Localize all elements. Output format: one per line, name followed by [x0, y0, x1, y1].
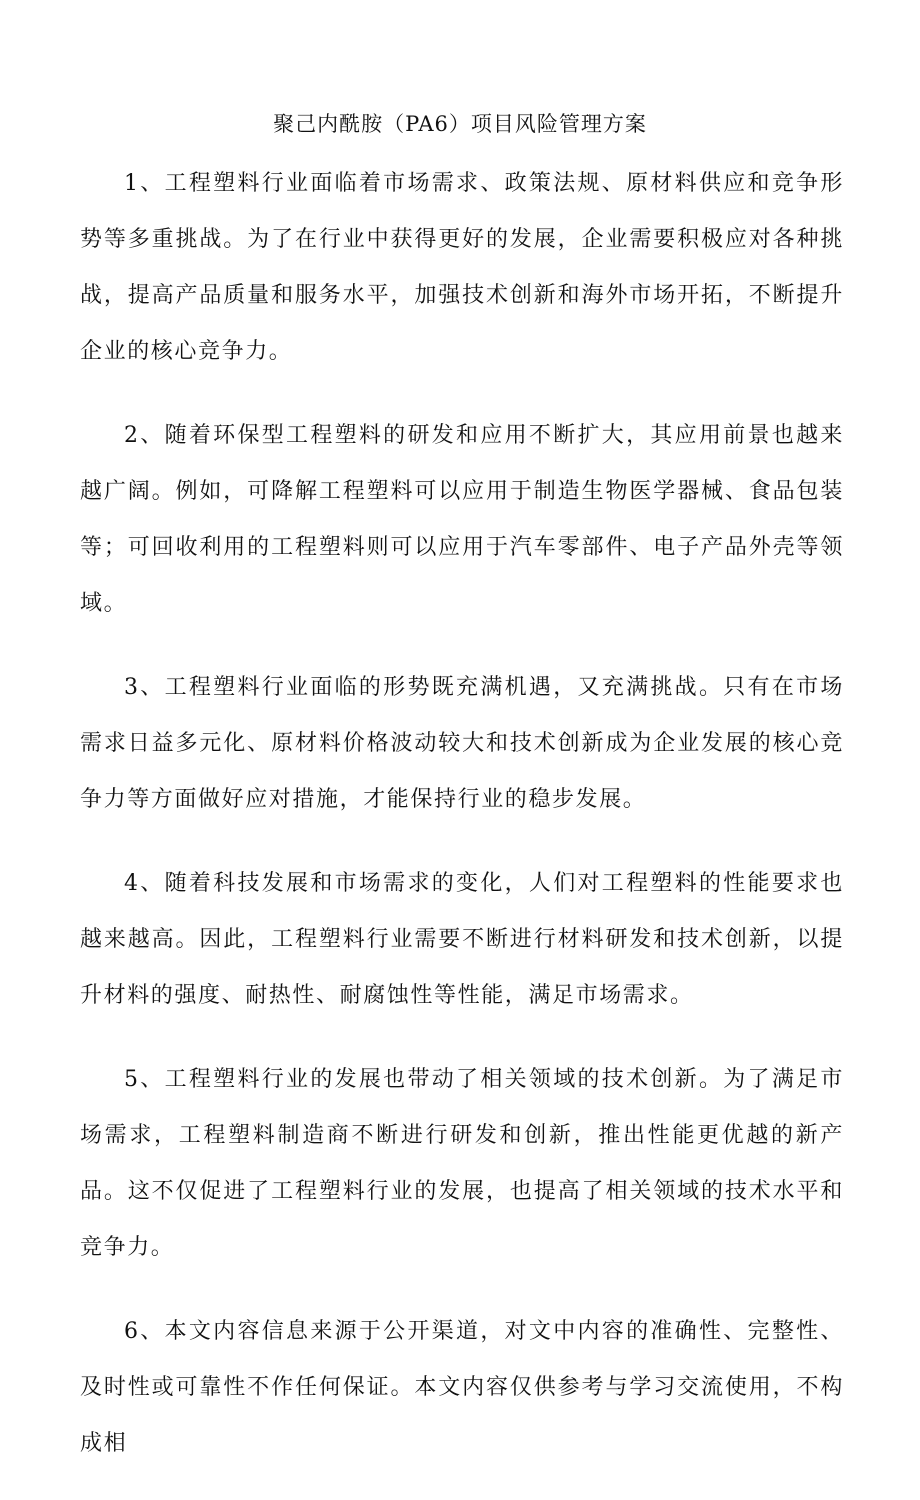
paragraph-2: 2、随着环保型工程塑料的研发和应用不断扩大，其应用前景也越来越广阔。例如，可降解工程塑料可以应用于制造生物医学器械、食品包装等；可回收利用的工程塑料则可以应用于汽车零部件、电子产品外壳等领域。	[80, 423, 844, 616]
paragraph-5: 5、工程塑料行业的发展也带动了相关领域的技术创新。为了满足市场需求，工程塑料制造商不断进行研发和创新，推出性能更优越的新产品。这不仅促进了工程塑料行业的发展，也提高了相关领域的技术水平和竞争力。	[80, 1067, 844, 1260]
paragraph-1: 1、工程塑料行业面临着市场需求、政策法规、原材料供应和竞争形势等多重挑战。为了在行业中获得更好的发展，企业需要积极应对各种挑战，提高产品质量和服务水平，加强技术创新和海外市场开拓，不断提升企业的核心竞争力。	[80, 171, 844, 364]
document-title: 聚己内酰胺（PA6）项目风险管理方案	[273, 112, 647, 136]
paragraph-4: 4、随着科技发展和市场需求的变化，人们对工程塑料的性能要求也越来越高。因此，工程塑料行业需要不断进行材料研发和技术创新，以提升材料的强度、耐热性、耐腐蚀性等性能，满足市场需求。	[80, 871, 844, 1008]
paragraph-6: 6、本文内容信息来源于公开渠道，对文中内容的准确性、完整性、及时性或可靠性不作任何保证。本文内容仅供参考与学习交流使用，不构成相	[80, 1319, 844, 1456]
paragraph-3: 3、工程塑料行业面临的形势既充满机遇，又充满挑战。只有在市场需求日益多元化、原材料价格波动较大和技术创新成为企业发展的核心竞争力等方面做好应对措施，才能保持行业的稳步发展。	[80, 675, 844, 812]
document-body	[80, 156, 844, 1500]
